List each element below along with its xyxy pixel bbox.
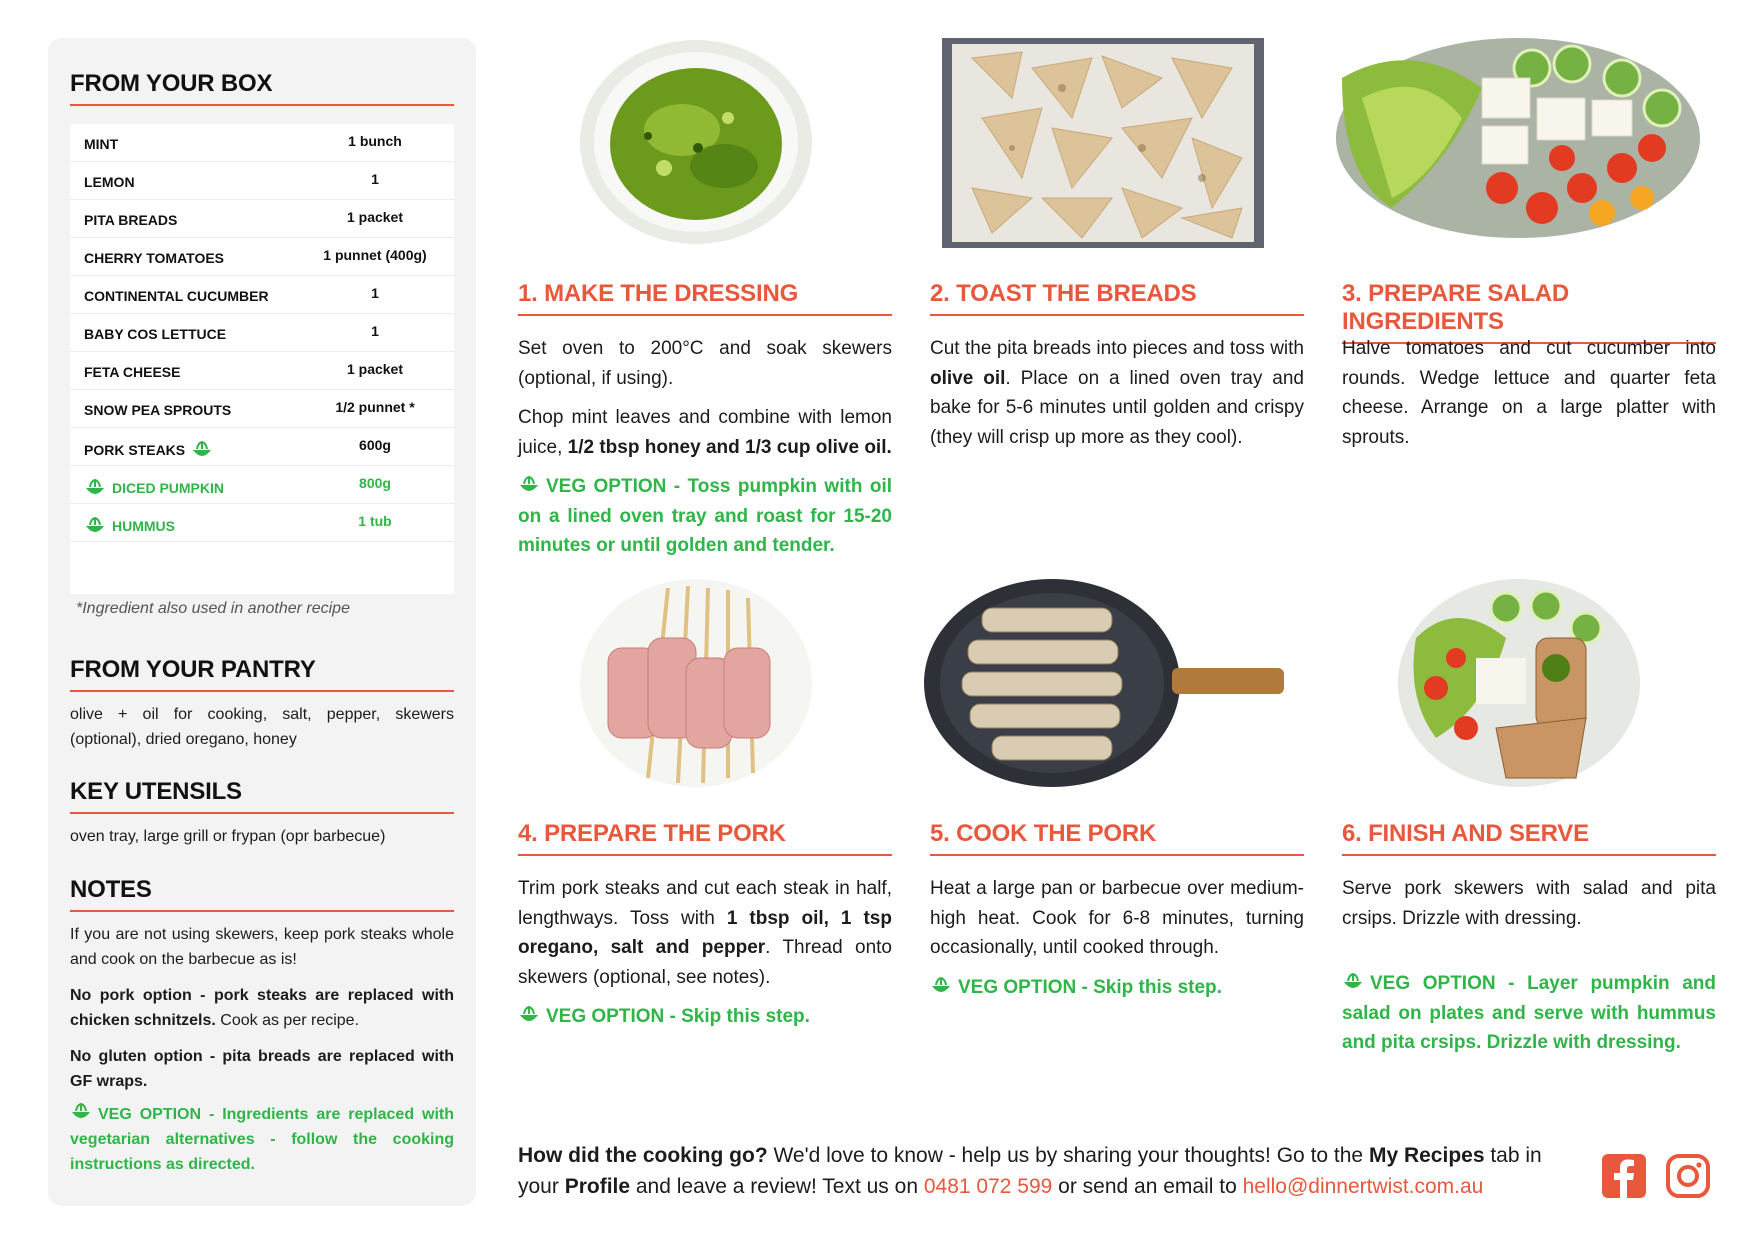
feedback-text-2: tab in your xyxy=(518,1144,1542,1198)
step-5-veg xyxy=(930,973,1304,1003)
ingredients-sidebar xyxy=(48,38,476,1206)
salad-platter-photo xyxy=(1332,38,1704,248)
step-1-veg-text: VEG OPTION - Toss pumpkin with oil on a lined oven tray and roast for 15-20 minutes or until golden and tender. xyxy=(518,476,892,556)
veg-bowl-icon xyxy=(70,1102,92,1122)
ingredient-row xyxy=(70,352,454,390)
ingredient-name: CONTINENTAL CUCUMBER xyxy=(84,288,269,304)
ingredient-name: FETA CHEESE xyxy=(84,364,181,380)
ingredient-name: BABY COS LETTUCE xyxy=(84,326,227,342)
step-2-title: 2. TOAST THE BREADS xyxy=(930,280,1304,316)
pita-tray-photo xyxy=(942,38,1264,248)
step-4-p1-bold: 1 tbsp oil, 1 tsp oregano, salt and pepper xyxy=(518,907,892,958)
step-1-p2 xyxy=(518,403,892,462)
pantry-text: olive + oil for cooking, salt, pepper, skewers (optional), dried oregano, honey xyxy=(70,706,454,748)
step-1-text xyxy=(518,334,892,571)
ingredient-footnote: *Ingredient also used in another recipe xyxy=(76,600,350,617)
note-veg-text: VEG OPTION - Ingredients are replaced with vegetarian alternatives - follow the cooking instructions as directed. xyxy=(70,1106,454,1173)
pork-skewers-photo xyxy=(578,578,814,788)
step-6-text xyxy=(1342,874,1716,1068)
step-1-title: 1. MAKE THE DRESSING xyxy=(518,280,892,316)
ingredient-qty: 1 xyxy=(371,323,379,339)
feedback-footer xyxy=(518,1140,1578,1202)
dressing-photo xyxy=(578,38,814,248)
note-veg xyxy=(70,1102,454,1177)
step-1-p1: Set oven to 200°C and soak skewers (optional, if using). xyxy=(518,338,892,389)
note-no-gluten: No gluten option - pita breads are replaced with GF wraps. xyxy=(70,1048,454,1090)
note-skewers: If you are not using skewers, keep pork steaks whole and cook on the barbecue as is! xyxy=(70,926,454,968)
ingredient-row xyxy=(70,466,454,504)
ingredient-name xyxy=(84,478,224,498)
step-6-p1: Serve pork skewers with salad and pita crsips. Drizzle with dressing. xyxy=(1342,878,1716,929)
step-2-text xyxy=(930,334,1304,462)
step-5-p1: Heat a large pan or barbecue over medium-high heat. Cook for 6-8 minutes, turning occasionally, until cooked through. xyxy=(930,878,1304,958)
step-4-p1 xyxy=(518,874,892,992)
step-6-veg xyxy=(1342,969,1716,1058)
feedback-question: How did the cooking go? xyxy=(518,1144,768,1167)
from-your-box-heading: FROM YOUR BOX xyxy=(70,70,454,106)
instagram-icon[interactable] xyxy=(1664,1152,1712,1200)
ingredient-qty: 1/2 punnet * xyxy=(335,399,415,415)
ingredient-name: PITA BREADS xyxy=(84,212,178,228)
ingredient-name: LEMON xyxy=(84,174,135,190)
step-1-p2-text: Chop mint leaves and combine with lemon juice, xyxy=(518,407,892,458)
veg-bowl-icon xyxy=(518,475,540,495)
step-5-text xyxy=(930,874,1304,1012)
ingredient-row xyxy=(70,314,454,352)
note-no-pork-rest: Cook as per recipe. xyxy=(215,1012,360,1029)
veg-bowl-icon xyxy=(84,516,106,536)
ingredient-row xyxy=(70,200,454,238)
ingredient-row xyxy=(70,504,454,542)
note-no-pork xyxy=(70,983,454,1033)
notes-heading: NOTES xyxy=(70,876,454,912)
ingredient-row xyxy=(70,124,454,162)
step-6-title: 6. FINISH AND SERVE xyxy=(1342,820,1716,856)
facebook-icon[interactable] xyxy=(1600,1152,1648,1200)
step-6-veg-text: VEG OPTION - Layer pumpkin and salad on plates and serve with hummus and pita crsips. Drizzle with dressing. xyxy=(1342,973,1716,1053)
veg-bowl-icon xyxy=(191,440,213,460)
step-2-p1-a: Cut the pita breads into pieces and toss with xyxy=(930,338,1304,359)
ingredient-name-text: HUMMUS xyxy=(112,518,175,534)
ingredient-row xyxy=(70,276,454,314)
phone-link[interactable]: 0481 072 599 xyxy=(923,1175,1053,1198)
veg-bowl-icon xyxy=(1342,972,1364,992)
ingredient-qty: 1 packet xyxy=(346,361,404,377)
step-4-veg xyxy=(518,1002,892,1032)
step-2-p1-c: . Place on a lined oven tray and bake for 5-6 minutes until golden and crispy (they will crisp up more as they cool). xyxy=(930,367,1304,448)
feedback-text-4: or send an email to xyxy=(1052,1175,1243,1198)
step-4-text xyxy=(518,874,892,1042)
step-3-p1: Halve tomatoes and cut cucumber into rounds. Wedge lettuce and quarter feta cheese. Arrange on a large platter with sprouts. xyxy=(1342,338,1716,448)
ingredient-name: MINT xyxy=(84,136,119,152)
ingredient-qty: 1 tub xyxy=(358,513,392,529)
step-5-veg-text: VEG OPTION - Skip this step. xyxy=(958,976,1222,998)
ingredient-row xyxy=(70,238,454,276)
ingredient-name: SNOW PEA SPROUTS xyxy=(84,402,232,418)
veg-bowl-icon xyxy=(84,478,106,498)
grill-pan-photo xyxy=(922,578,1284,788)
my-recipes-label: My Recipes xyxy=(1368,1144,1485,1167)
ingredient-qty: 600g xyxy=(359,437,391,453)
ingredient-qty: 1 punnet (400g) xyxy=(323,247,427,263)
ingredient-qty: 1 xyxy=(371,171,379,187)
step-4-veg-text: VEG OPTION - Skip this step. xyxy=(546,1006,810,1027)
finished-plate-photo xyxy=(1396,578,1642,788)
ingredient-table xyxy=(70,124,454,594)
veg-bowl-icon xyxy=(518,1005,540,1025)
step-3-text xyxy=(1342,334,1716,462)
ingredient-row xyxy=(70,428,454,466)
profile-label: Profile xyxy=(564,1175,631,1198)
ingredient-name xyxy=(84,440,213,460)
utensils-heading: KEY UTENSILS xyxy=(70,778,454,814)
step-1-p2-bold: 1/2 tbsp honey and 1/3 cup olive oil. xyxy=(567,436,892,458)
feedback-text-1: We'd love to know - help us by sharing your thoughts! Go to the xyxy=(767,1144,1369,1167)
ingredient-qty: 1 xyxy=(371,285,379,301)
utensils-text: oven tray, large grill or frypan (opr barbecue) xyxy=(70,828,386,845)
ingredient-name-text: PORK STEAKS xyxy=(84,442,186,458)
step-4-p1-c: . Thread onto skewers (optional, see notes). xyxy=(518,937,892,988)
step-1-veg xyxy=(518,472,892,561)
ingredient-name: CHERRY TOMATOES xyxy=(84,250,225,266)
ingredient-qty: 800g xyxy=(359,475,391,491)
ingredient-name-text: DICED PUMPKIN xyxy=(112,480,225,496)
ingredient-name xyxy=(84,516,175,536)
ingredient-qty: 1 packet xyxy=(346,209,404,225)
pantry-heading: FROM YOUR PANTRY xyxy=(70,656,454,692)
veg-bowl-icon xyxy=(930,976,952,996)
ingredient-qty: 1 bunch xyxy=(348,133,402,149)
step-4-title: 4. PREPARE THE PORK xyxy=(518,820,892,856)
step-5-title: 5. COOK THE PORK xyxy=(930,820,1304,856)
step-3-title: 3. PREPARE SALAD INGREDIENTS xyxy=(1342,280,1716,344)
feedback-text-3: and leave a review! Text us on xyxy=(630,1175,924,1198)
step-2-p1-bold: olive oil xyxy=(930,367,1006,389)
note-no-pork-bold: No pork option - pork steaks are replaced with chicken schnitzels. xyxy=(70,987,454,1029)
step-4-p1-a: Trim pork steaks and cut each steak in half, lengthways. Toss with xyxy=(518,878,892,929)
ingredient-row xyxy=(70,390,454,428)
step-2-p1 xyxy=(930,334,1304,452)
email-link[interactable]: hello@dinnertwist.com.au xyxy=(1242,1175,1484,1198)
ingredient-row xyxy=(70,162,454,200)
